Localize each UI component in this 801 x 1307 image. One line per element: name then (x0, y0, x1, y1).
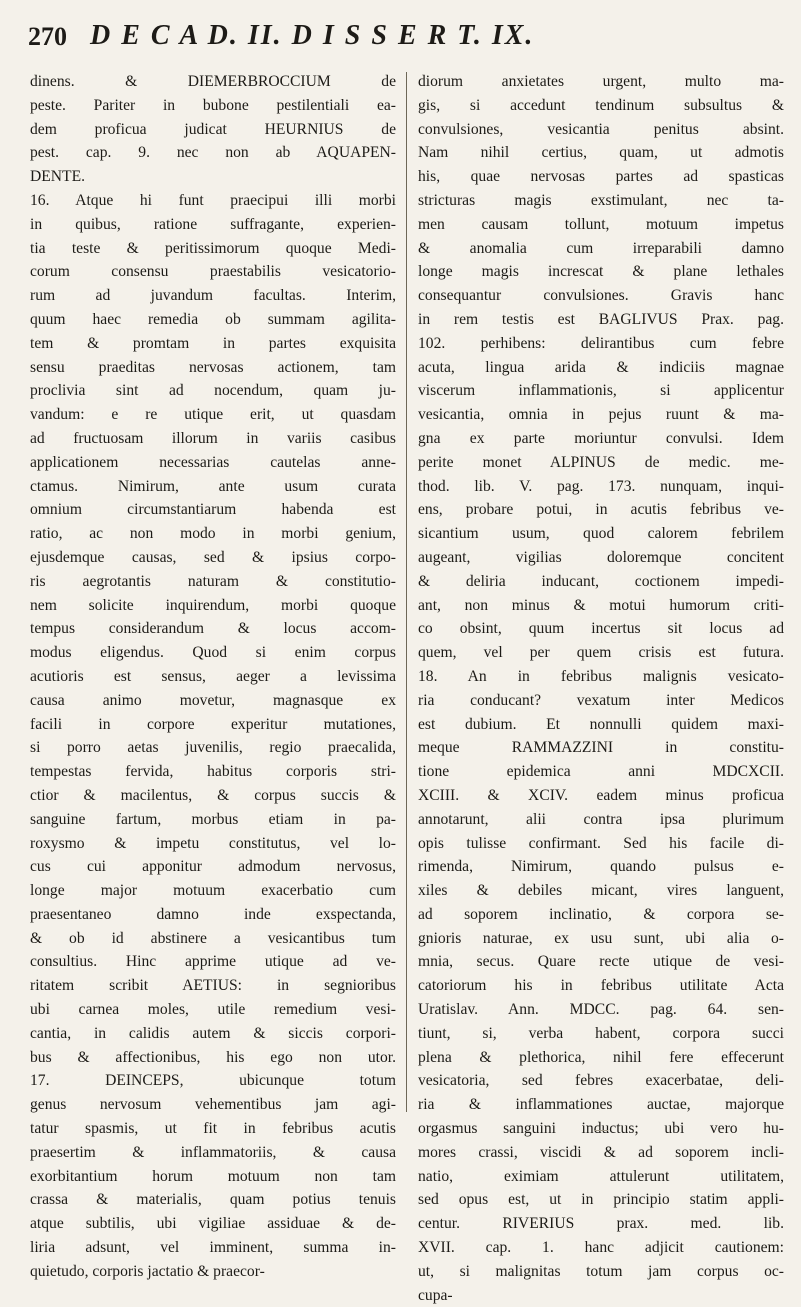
text-line: gis, si accedunt tendinum subsultus & (418, 96, 784, 114)
text-line: rum ad juvandum facultas. Interim, (30, 287, 396, 305)
text-line: plena & plethorica, nihil fere effecerunt (418, 1048, 784, 1066)
text-line: 17. DEINCEPS, ubicunque totum (30, 1072, 396, 1090)
text-line: facili in corpore experitur mutationes, (30, 715, 396, 733)
text-line: vesicatoria, sed febres exacerbatae, deli- (418, 1072, 784, 1090)
text-line: sicantium usum, quod calorem febrilem (418, 525, 784, 543)
printer-mark (594, 1122, 608, 1131)
text-line: centur. RIVERIUS prax. med. lib. (418, 1215, 784, 1233)
text-line: dinens. & DIEMERBROCCIUM de (30, 73, 396, 90)
text-line: perite monet ALPINUS de medic. me- (418, 453, 784, 471)
text-line: co obsint, quum incertus sit locus ad (418, 620, 784, 638)
text-line: mnia, secus. Quare recte utique de vesi- (418, 953, 784, 971)
text-line: ratio, ac non modo in morbi genium, (30, 525, 396, 543)
text-line: ad soporem inclinatio, & corpora se- (418, 905, 784, 923)
text-line: roxysmo & impetu constitutus, vel lo- (30, 834, 396, 852)
text-line: convulsiones, vesicantia penitus absint. (418, 120, 784, 138)
text-line: acuta, lingua arida & indiciis magnae (418, 358, 784, 376)
text-line: corum consensu praestabilis vesicatorio- (30, 263, 396, 281)
text-line: crassa & materialis, quam potius tenuis (30, 1191, 396, 1209)
text-line: annotarunt, alii contra ipsa plurimum (418, 810, 784, 828)
text-line: liria adsunt, vel imminent, summa in- (30, 1239, 396, 1257)
text-line: tiunt, si, verba habent, corpora succi (418, 1024, 784, 1042)
text-line: causa animo movetur, magnasque ex (30, 691, 396, 709)
text-line: xiles & debiles micant, vires languent, (418, 882, 784, 900)
text-line: XCIII. & XCIV. eadem minus proficua (418, 786, 784, 804)
text-line: gnioris naturae, ex usu sunt, ubi alia o- (418, 929, 784, 947)
text-line: quietudo, corporis jactatio & praecor- (30, 1262, 265, 1280)
text-line: genus nervosum vehementibus jam agi- (30, 1096, 396, 1114)
text-line: ctior & macilentus, & corpus succis & (30, 786, 396, 804)
text-line: praesentaneo damno inde exspectanda, (30, 905, 396, 923)
text-line: quum haec remedia ob summam agilita- (30, 310, 396, 328)
text-line: ritatem scribit AETIUS: in segnioribus (30, 977, 396, 995)
text-line: catoriorum his in febribus utilitate Acta (418, 977, 784, 995)
text-line: sensu praeditas nervosas actionem, tam (30, 358, 396, 376)
text-line: viscerum inflammationis, si applicentur (418, 382, 784, 400)
text-line: tem & promtam in partes exquisita (30, 334, 396, 352)
text-line: tione epidemica anni MDCXCII. (418, 763, 784, 781)
text-line: applicationem necessarias cautelas anne- (30, 453, 396, 471)
text-line: longe magis increscat & plane lethales (418, 263, 784, 281)
text-line: nem solicite inquirendum, morbi quoque (30, 596, 396, 614)
text-line: 16. Atque hi funt praecipui illi morbi (30, 191, 396, 209)
text-line: vandum: e re utique erit, ut quasdam (30, 406, 396, 424)
text-line: in rem testis est BAGLIVUS Prax. pag. (418, 310, 784, 328)
text-line: ejusdemque causas, sed & ipsius corpo- (30, 548, 396, 566)
text-line: peste. Pariter in bubone pestilentiali ea- (30, 96, 396, 114)
text-line: ubi carnea moles, utile remedium vesi- (30, 1001, 396, 1019)
text-line: tatur spasmis, ut fit in febribus acutis (30, 1120, 396, 1138)
text-line: longe major motuum exacerbatio cum (30, 882, 396, 900)
text-line: gna ex parte moriuntur convulsi. Idem (418, 429, 784, 447)
text-line: est dubium. Et nonnulli quidem maxi- (418, 715, 784, 733)
text-line: & ob id abstinere a vesicantibus tum (30, 929, 396, 947)
text-line: tempestas fervida, habitus corporis stri- (30, 763, 396, 781)
text-line: consequantur convulsiones. Gravis hanc (418, 287, 784, 305)
text-line: si porro aetas juvenilis, regio praecalida, (30, 739, 396, 757)
text-line: ut, si malignitas totum jam corpus oc- (418, 1262, 784, 1280)
text-line: ria & inflammationes auctae, majorque (418, 1096, 784, 1114)
text-line: bus & affectionibus, his ego non utor. (30, 1048, 396, 1066)
text-line: exorbitantium horum motuum non tam (30, 1167, 396, 1185)
page-number: 270 (28, 22, 67, 51)
text-line: stricturas magis exstimulant, nec ta- (418, 191, 784, 209)
text-line: acutioris est sensus, aeger a levissima (30, 667, 396, 685)
text-line: modus eligendus. Quod si enim corpus (30, 644, 396, 662)
text-line: consultius. Hinc apprime utique ad ve- (30, 953, 396, 971)
text-line: dem proficua judicat HEURNIUS de (30, 120, 396, 138)
text-line: ens, probare potui, in acutis febribus ve- (418, 501, 784, 519)
text-line: ris aegrotantis naturam & constitutio- (30, 572, 396, 590)
text-line: thod. lib. V. pag. 173. nunquam, inqui- (418, 477, 784, 495)
text-line: orgasmus sanguini inductus; ubi vero hu- (418, 1120, 784, 1138)
text-line: sed opus est, ut in principio statim appli- (418, 1191, 784, 1209)
text-line: rimenda, Nimirum, quando pulsus e- (418, 858, 784, 876)
text-line: his, quae nervosas partes ad spasticas (418, 168, 784, 186)
text-line: augeant, vigilias doloremque concitent (418, 548, 784, 566)
text-line: proclivia sint ad nocendum, quam ju- (30, 382, 396, 400)
text-line: natio, eximiam attulerunt utilitatem, (418, 1167, 784, 1185)
text-line: pest. cap. 9. nec non ab AQUAPEN- (30, 144, 396, 162)
text-line: XVII. cap. 1. hanc adjicit cautionem: (418, 1239, 784, 1257)
text-line: tia teste & peritissimorum quoque Medi- (30, 239, 396, 257)
text-line: in quibus, ratione suffragante, experien- (30, 215, 396, 233)
text-line: tempus considerandum & locus accom- (30, 620, 396, 638)
text-line: ctamus. Nimirum, ante usum curata (30, 477, 396, 495)
text-line: 102. perhibens: delirantibus cum febre (418, 334, 784, 352)
text-line: cus cui apponitur admodum nervosus, (30, 858, 396, 876)
text-line: ria conducant? vexatum inter Medicos (418, 691, 784, 709)
text-line: quem, vel per quem crisis est futura. (418, 644, 784, 662)
text-line: DENTE. (30, 168, 85, 186)
text-line: opis tulisse confirmant. Sed his facile di- (418, 834, 784, 852)
text-line: atque subtilis, ubi vigiliae assiduae & de- (30, 1215, 396, 1233)
text-line: vesicantia, omnia in pejus ruunt & ma- (418, 406, 784, 424)
left-column (30, 70, 396, 1284)
page-header (28, 22, 788, 60)
text-line: ant, non minus & motui humorum criti- (418, 596, 784, 614)
text-line: meque RAMMAZZINI in constitu- (418, 739, 784, 757)
text-line: diorum anxietates urgent, multo ma- (418, 73, 784, 90)
column-divider (406, 72, 407, 1112)
text-line: Uratislav. Ann. MDCC. pag. 64. sen- (418, 1001, 784, 1019)
text-line: men causam tollunt, motuum impetus (418, 215, 784, 233)
text-line: praesertim & inflammatoriis, & causa (30, 1143, 396, 1161)
text-line: Nam nihil certius, quam, ut admotis (418, 144, 784, 162)
text-line: & anomalia cum irreparabili damno (418, 239, 784, 257)
text-line: cupa- (418, 1286, 453, 1304)
text-line: 18. An in febribus malignis vesicato- (418, 667, 784, 685)
text-line: mores crassi, viscidi & ad soporem incli- (418, 1143, 784, 1161)
text-line: ad fructuosam illorum in variis casibus (30, 429, 396, 447)
text-line: & deliria inducant, coctionem impedi- (418, 572, 784, 590)
text-line: omnium circumstantiarum habenda est (30, 501, 396, 519)
text-line: cantia, in calidis autem & siccis corpori- (30, 1024, 396, 1042)
text-line: sanguine fartum, morbus etiam in pa- (30, 810, 396, 828)
running-title: D E C A D. II. D I S S E R T. IX. (90, 20, 535, 51)
